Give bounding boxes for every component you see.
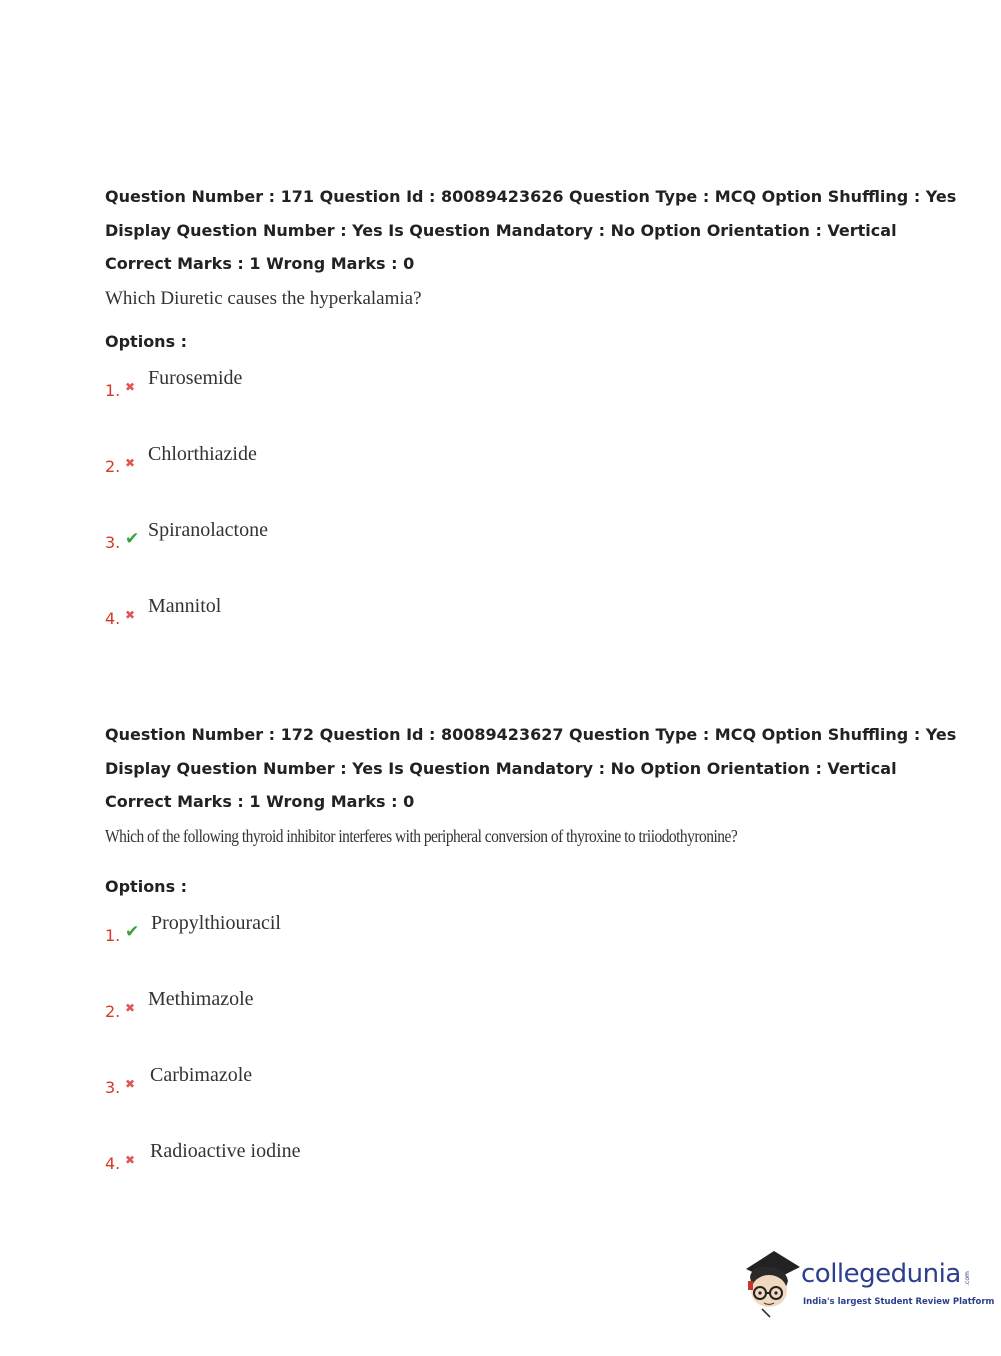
question-meta-line-2: Display Question Number : Yes Is Question Mandatory : No Option Orientation : Vertical (105, 221, 897, 240)
question-text: Which of the following thyroid inhibitor interferes with peripheral conversion of thyroxine to triiodothyronine? (105, 826, 738, 846)
option-item (105, 1140, 945, 1216)
logo-tagline: India's largest Student Review Platform (803, 1297, 995, 1307)
option-text: Spiranolactone (148, 519, 268, 541)
option-number: 2. (105, 1002, 121, 1021)
options-label: Options : (105, 877, 188, 896)
options-list (105, 367, 945, 671)
question-meta (105, 718, 957, 786)
option-text: Furosemide (148, 367, 243, 389)
option-item (105, 519, 945, 595)
option-item (105, 367, 945, 443)
option-text: Propylthiouracil (151, 912, 281, 934)
question-meta-line-1: Question Number : 172 Question Id : 80089423627 Question Type : MCQ Option Shuffling : Yes (105, 725, 957, 744)
option-text: Carbimazole (150, 1064, 253, 1086)
cross-icon: ✖ (125, 608, 136, 622)
cross-icon: ✖ (125, 1153, 136, 1167)
option-number: 1. (105, 926, 121, 945)
option-item (105, 443, 945, 519)
question-block-171 (105, 180, 957, 671)
options-label: Options : (105, 332, 188, 351)
option-text: Chlorthiazide (148, 443, 257, 465)
question-meta-line-1: Question Number : 171 Question Id : 80089423626 Question Type : MCQ Option Shuffling : Yes (105, 187, 957, 206)
logo-suffix: .com (963, 1271, 971, 1286)
logo-name: collegedunia (801, 1259, 961, 1289)
collegedunia-logo (742, 1247, 995, 1327)
option-item (105, 1064, 945, 1140)
check-icon: ✔ (125, 529, 140, 549)
option-item (105, 988, 945, 1064)
options-list (105, 912, 945, 1216)
question-meta (105, 180, 957, 248)
option-item (105, 595, 945, 671)
option-number: 3. (105, 533, 121, 552)
cross-icon: ✖ (125, 456, 136, 470)
question-text: Which Diuretic causes the hyperkalamia? (105, 288, 422, 309)
option-number: 4. (105, 609, 121, 628)
question-meta-line-2: Display Question Number : Yes Is Question Mandatory : No Option Orientation : Vertical (105, 759, 897, 778)
check-icon: ✔ (125, 922, 140, 942)
cross-icon: ✖ (125, 1001, 136, 1015)
mascot-icon (742, 1247, 800, 1319)
option-number: 3. (105, 1078, 121, 1097)
option-text: Methimazole (148, 988, 254, 1010)
question-marks: Correct Marks : 1 Wrong Marks : 0 (105, 254, 415, 273)
option-number: 2. (105, 457, 121, 476)
option-text: Radioactive iodine (150, 1140, 301, 1162)
cross-icon: ✖ (125, 1077, 136, 1091)
question-block-172 (105, 718, 957, 1216)
cross-icon: ✖ (125, 380, 136, 394)
option-number: 4. (105, 1154, 121, 1173)
option-number: 1. (105, 381, 121, 400)
option-text: Mannitol (148, 595, 222, 617)
option-item (105, 912, 945, 988)
question-marks: Correct Marks : 1 Wrong Marks : 0 (105, 792, 415, 811)
